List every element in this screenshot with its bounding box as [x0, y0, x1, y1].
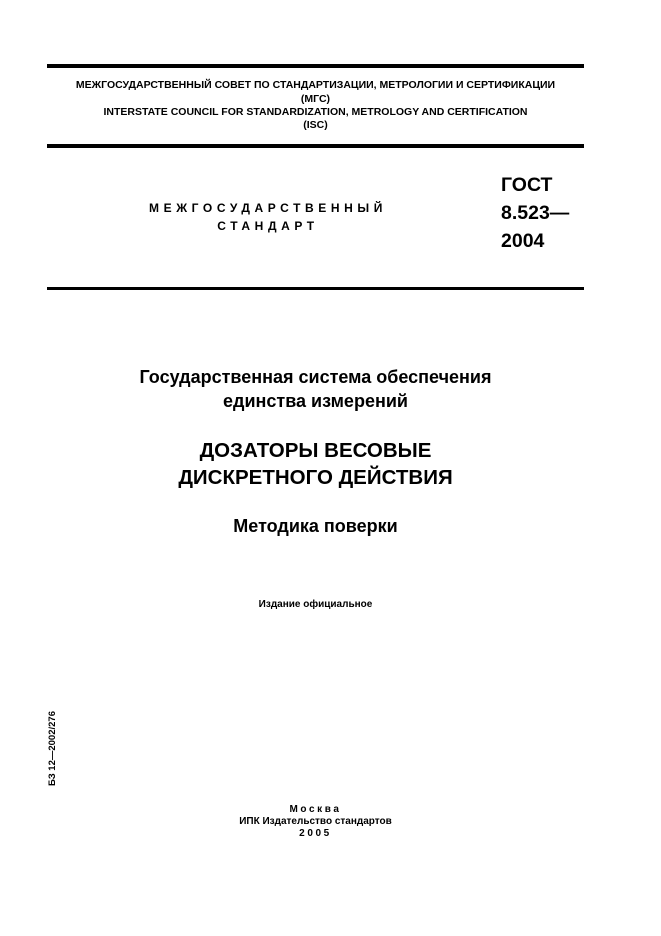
imprint-publisher: ИПК Издательство стандартов — [239, 816, 392, 827]
top-rule — [47, 64, 584, 68]
document-title-line-1: ДОЗАТОРЫ ВЕСОВЫЕ — [199, 439, 432, 462]
edition-note: Издание официальное — [258, 599, 373, 610]
council-abbr-en: (ISC) — [303, 119, 328, 131]
imprint-year: 2005 — [299, 828, 332, 839]
gost-designation-number: 8.523— — [501, 202, 570, 224]
document-subtitle: Методика поверки — [233, 516, 398, 536]
standard-type-line-2: СТАНДАРТ — [217, 219, 319, 233]
system-title-line-2: единства измерений — [223, 391, 408, 411]
imprint-city: Москва — [289, 804, 342, 815]
designation-divider — [47, 287, 584, 290]
council-name-en: INTERSTATE COUNCIL FOR STANDARDIZATION, METROLOGY AND CERTIFICATION — [103, 106, 528, 118]
standard-type-line-1: МЕЖГОСУДАРСТВЕННЫЙ — [149, 201, 387, 215]
council-name-ru: МЕЖГОСУДАРСТВЕННЫЙ СОВЕТ ПО СТАНДАРТИЗАЦИИ, МЕТРОЛОГИИ И СЕРТИФИКАЦИИ — [75, 79, 556, 91]
gost-designation-prefix: ГОСТ — [501, 174, 553, 196]
document-title-line-2: ДИСКРЕТНОГО ДЕЙСТВИЯ — [178, 466, 453, 489]
header-divider — [47, 144, 584, 148]
side-catalog-code: БЗ 12—2002/276 — [47, 711, 58, 786]
system-title-line-1: Государственная система обеспечения — [139, 367, 492, 387]
gost-designation-year: 2004 — [501, 230, 545, 252]
council-abbr-ru: (МГС) — [300, 93, 331, 105]
